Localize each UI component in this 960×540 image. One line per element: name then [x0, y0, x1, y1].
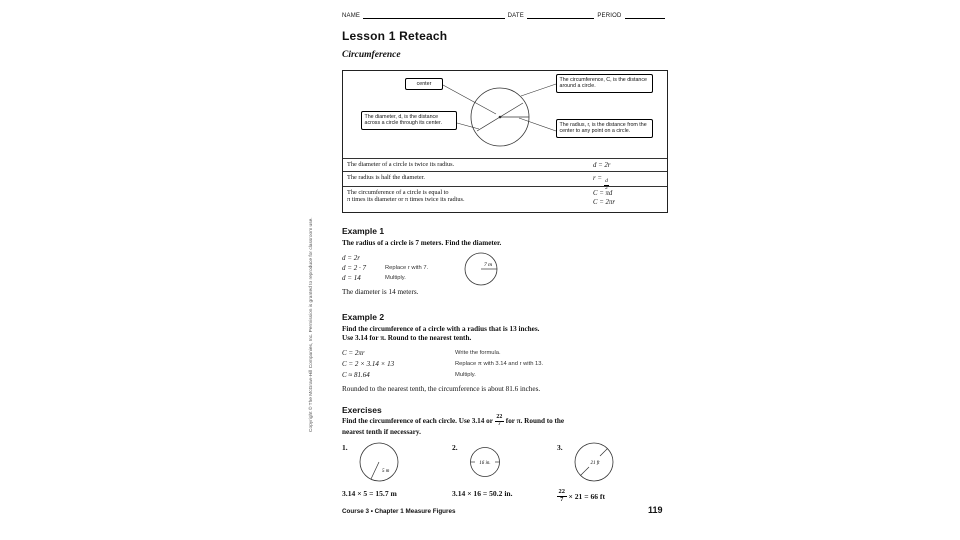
- date-label: DATE: [507, 13, 524, 19]
- answer-rest: × 21 = 66 ft: [568, 491, 605, 501]
- example1-problem: The radius of a circle is 7 meters. Find the diameter.: [342, 239, 502, 247]
- concept-row-diameter: [343, 158, 667, 171]
- exercise-number: 3.: [557, 443, 563, 452]
- concept-row-radius: [343, 171, 667, 191]
- example1-step-2: [342, 264, 572, 272]
- exercise1-answer: 3.14 × 5 = 15.7 m: [342, 489, 397, 498]
- concept-row-formula: [593, 189, 615, 207]
- fraction-numerator: 22: [558, 488, 565, 495]
- answer-fraction: [557, 489, 567, 503]
- exercise1-label: 5 m: [382, 469, 390, 474]
- step-note: Replace r with 7.: [385, 265, 429, 271]
- circle-diagram: [343, 71, 667, 158]
- exercise3-diameter-line-left: [581, 467, 589, 475]
- fraction-denominator: 7: [497, 420, 501, 427]
- step-equation: C ≈ 81.64: [342, 371, 370, 379]
- circumference-pointer-line: [521, 84, 556, 96]
- example2-heading: Example 2: [342, 312, 385, 322]
- radius-callout: The radius, r, is the distance from the center to any point on a circle.: [556, 119, 653, 138]
- exercises-instructions-line2: nearest tenth if necessary.: [342, 428, 421, 436]
- concept-box: [342, 70, 668, 213]
- period-blank-line: [625, 13, 665, 19]
- example2-problem-line1: Find the circumference of a circle with a radius that is 13 inches.: [342, 325, 540, 333]
- copyright-sidebar-text: Copyright © The McGraw-Hill Companies, Inc. Permission is granted to reproduce for classroom use.: [309, 217, 314, 432]
- example1-figure: [458, 248, 506, 290]
- lesson-title: Lesson 1 Reteach: [342, 29, 448, 43]
- center-pointer-line: [443, 85, 496, 114]
- concept-row-circumference: [343, 186, 667, 212]
- diameter-callout: The diameter, d, is the distance across a circle through its center.: [361, 111, 457, 130]
- step-note: Replace π with 3.14 and r with 13.: [455, 361, 544, 367]
- exercise-number: 2.: [452, 443, 458, 452]
- fraction-numerator: 22: [496, 414, 503, 420]
- example2-step-2: [342, 360, 642, 368]
- step-equation: C = 2πr: [342, 349, 365, 357]
- diameter-pointer-line: [457, 123, 479, 129]
- fraction-numerator: d: [605, 178, 608, 184]
- example1-step-1: [342, 254, 572, 262]
- name-label: NAME: [342, 13, 361, 19]
- exercise1-radius-line: [371, 462, 379, 479]
- exercise2-answer: 3.14 × 16 = 50.2 in.: [452, 489, 513, 498]
- exercise3-label: 21 ft: [590, 461, 600, 466]
- exercise3-answer: [557, 489, 605, 503]
- step-equation: d = 2r: [342, 254, 360, 262]
- exercise3-diameter-line-right: [600, 449, 607, 456]
- period-label: PERIOD: [597, 13, 622, 19]
- example1-conclusion: The diameter is 14 meters.: [342, 288, 419, 296]
- lesson-subtitle: Circumference: [342, 50, 401, 60]
- concept-row-text: The radius is half the diameter.: [347, 173, 425, 181]
- concept-row-formula: d = 2r: [593, 161, 611, 169]
- fraction-denominator: 2: [605, 184, 608, 191]
- example2-step-3: [342, 371, 642, 379]
- instructions-part1: Find the circumference of each circle. Use 3.14 or: [342, 417, 493, 426]
- step-note: Multiply.: [385, 275, 406, 281]
- concept-row-text: The diameter of a circle is twice its radius.: [347, 160, 455, 168]
- exercise-number: 1.: [342, 443, 348, 452]
- exercise2-label: 16 in.: [479, 461, 491, 466]
- step-note: Write the formula.: [455, 350, 501, 356]
- step-equation: C = 2 × 3.14 × 13: [342, 360, 395, 368]
- exercise3-figure: [570, 441, 618, 485]
- example2-step-1: [342, 349, 642, 357]
- name-blank-line: [363, 13, 504, 19]
- example1-radius-label: 7 m: [483, 262, 493, 268]
- formula-prefix: r =: [593, 174, 604, 182]
- center-callout: center: [405, 78, 443, 90]
- name-date-period-line: [342, 13, 668, 19]
- footer-course-info: Course 3 • Chapter 1 Measure Figures: [342, 508, 456, 515]
- step-equation: d = 14: [342, 274, 361, 282]
- row-text-line1: The circumference of a circle is equal to: [347, 188, 449, 196]
- step-equation: d = 2 · 7: [342, 264, 366, 272]
- example1-step-3: [342, 274, 572, 282]
- exercises-instructions-line1: [342, 415, 564, 428]
- concept-row-text: [347, 189, 581, 205]
- footer-page-number: 119: [648, 505, 663, 515]
- circumference-callout: The circumference, C, is the distance around a circle.: [556, 74, 653, 93]
- step-note: Multiply.: [455, 372, 476, 378]
- exercises-heading: Exercises: [342, 405, 382, 415]
- exercise1-figure: [355, 441, 403, 485]
- fraction-denominator: 7: [560, 495, 564, 503]
- circumference-formula-1: C = πd: [593, 189, 613, 197]
- exercise2-figure: [466, 446, 508, 482]
- radius-pointer-line: [519, 118, 556, 131]
- pi-fraction: [495, 415, 504, 428]
- row-text-line2: π times its diameter or π times twice its radius.: [347, 196, 465, 204]
- example2-conclusion: Rounded to the nearest tenth, the circumference is about 81.6 inches.: [342, 385, 541, 393]
- instructions-part2: for π. Round to the: [505, 417, 565, 426]
- date-blank-line: [527, 13, 594, 19]
- circumference-formula-2: C = 2πr: [593, 198, 615, 206]
- example2-problem-line2: Use 3.14 for π. Round to the nearest tenth.: [342, 334, 472, 342]
- example1-heading: Example 1: [342, 226, 385, 236]
